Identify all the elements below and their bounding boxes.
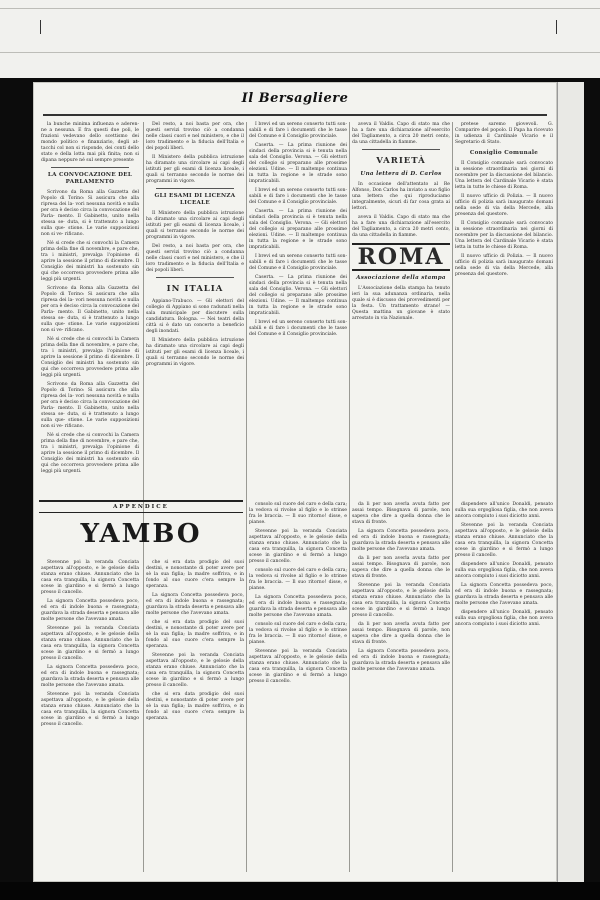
article-text: da li per non averla avuta fatto per assai tempo. Bisognava di parole, non sapeva che dire a quella donna che le stava di fronte. xyxy=(352,622,450,645)
scan-bottom-margin xyxy=(0,882,600,900)
article-text: che si era data prodigio del suoi destini, e nonostante di poter avere per sè la sua figlia; la madre soffriva, e in fondo al suo cuore c'era sempre la speranza. xyxy=(146,692,244,721)
article-text: La signora Concetta possedeva poco, ed era di indole buona e rassegnata; guardava la strada deserta e pensava alle molte persone che l'avevano amata. xyxy=(455,583,553,606)
appendix-banner: APPENDICE xyxy=(39,500,243,513)
adjacent-page-edge xyxy=(557,82,584,882)
serial-column-3 xyxy=(249,502,347,880)
article-text: Stevenne poi la veranda Conciata aspettava all'opposto, e le gelosie della stanza erano chiuse. Annunciato che la casa era tranquilla, la signora Concetta scese in giardino e si fermò a lungo presso il cancello. xyxy=(41,560,139,595)
article-text: Stevenne poi la veranda Conciata aspettava all'opposto, e le gelosie della stanza erano chiuse. Annunciato che la casa era tranquilla, la signora Concetta scese in giardino e si fermò a lungo presso il cancello. xyxy=(41,692,139,727)
article-text: aveva il Valdis. Capo di stato ma che ha a fare una dichiarazione all'esercito del Tagliamento, a circa 20 metri cento, da una cittadella in fiamme. xyxy=(352,215,450,238)
column-rule xyxy=(246,122,247,872)
article-text: dispendere all'unico Donaldi, pensato sulla sua orgogliosa figlia, che non aveva ancora compiuto i suoi diciotto anni. xyxy=(455,610,553,627)
section-heading-roma: ROMA xyxy=(352,243,450,271)
column-2 xyxy=(146,122,244,494)
article-text: Del resto, a noi basta per ora, che questi servizi trovino ciò a condanna nelle classi cuori e nel ministero, e che il loro tradimento e la fiducia dell'Italia e dei popoli liberi. xyxy=(146,122,244,151)
divider xyxy=(51,167,129,168)
column-rule xyxy=(452,122,453,872)
article-text: consolo sul cuore del caro e della cara; la vedova si rivolse al figlio e lo strinse fra le braccia. — Il suo ritorno! disse, e pianse. xyxy=(249,622,347,645)
article-text: che si era data prodigio del suoi destini, e nonostante di poter avere per sè la sua figlia; la madre soffriva, e in fondo al suo cuore c'era sempre la speranza. xyxy=(146,620,244,649)
article-text: Stevenne poi la veranda Conciata aspettava all'opposto, e le gelosie della stanza erano chiuse. Annunciato che la casa era tranquilla, la signora Concetta scese in giardino e si fermò a lungo presso il cancello. xyxy=(249,649,347,684)
serial-column-2 xyxy=(146,560,244,880)
divider xyxy=(156,277,234,278)
scan-top-margin xyxy=(0,0,600,78)
article-text: Caserta. — La prima riunione dei sindaci della provincia si è tenuta nella sala del Consiglio. Verona. — Gli elettori del collegio si preparano alle prossime elezioni. Udine. — Il maltempo continua in tutta la regione e le strade sono impraticabili. xyxy=(249,209,347,250)
serial-column-5 xyxy=(455,502,553,874)
article-text: Né si crede che si convochi la Camera prima della fine di novembre, e pare che, tra i ministri, prevalga l'opinione di aprire la sessione il primo di dicembre. Il Consiglio dei ministri ha sostenuto sin qui che occorreva provvedere prima alle leggi più urgenti. xyxy=(41,433,139,474)
article-text: Scrivono da Roma alla Gazzetta del Popolo di Torino: Si assicura che alla ripresa dei la- vori nessuna novità e nulla per ora è deciso circa la convocazione del Parla- mento. Il Gabinetto, unito nella stessa se- duta, si è trattenuto a lungo sulla que- stione. Le varie supposizioni non si ve- rificano. xyxy=(41,382,139,429)
article-text: Stevenne poi la veranda Conciata aspettava all'opposto, e le gelosie della stanza erano chiuse. Annunciato che la casa era tranquilla, la signora Concetta scese in giardino e si fermò a lungo presso il cancello. xyxy=(146,653,244,688)
article-text: La signora Concetta possedeva poco, ed era di indole buona e rassegnata; guardava la strada deserta e pensava alle molte persone che l'avevano amata. xyxy=(41,599,139,622)
article-text: Stevenne poi la veranda Conciata aspettava all'opposto, e le gelosie della stanza erano chiuse. Annunciato che la casa era tranquilla, la signora Concetta scese in giardino e si fermò a lungo presso il cancello. xyxy=(41,626,139,661)
article-text: Il Consiglio comunale sarà convocato in sessione straordinaria nei giorni di novembre per la discussione del bilancio. Una lettera del Cardinale Vicario è stata letta in tutte le chiese di Roma. xyxy=(455,221,553,250)
scan-rule xyxy=(0,8,600,9)
article-text: I brevi ed un sereno conserto tutti son- sabili e di fare i documenti che le tasse del Comune e il Consiglio provinciale. xyxy=(249,122,347,139)
article-text: I brevi ed un sereno conserto tutti son- sabili e di fare i documenti che le tasse del Comune e il Consiglio provinciale. xyxy=(249,320,347,337)
article-text: da li per non averla avuta fatto per assai tempo. Bisognava di parole, non sapeva che dire a quella donna che le stava di fronte. xyxy=(352,556,450,579)
article-text: L'Associazione della stampa ha tenuto ieri la sua adunanza ordinaria, nella quale si è discusso dei provvedimenti per la festa. Un trattamento strano! — Questa mattina un giovane è stato arrestato in via Nazionale. xyxy=(352,286,450,321)
article-text: Il Ministero della pubblica istruzione ha diramato una circolare ai capi degli istituti per gli esami di licenza liceale, i quali si terranno secondo le norme dei programmi in vigore. xyxy=(146,338,244,367)
section-heading: IN ITALIA xyxy=(166,284,224,294)
article-text: Stevenne poi la veranda Conciata aspettava all'opposto, e le gelosie della stanza erano chiuse. Annunciato che la casa era tranquilla, la signora Concetta scese in giardino e si fermò a lungo presso il cancello. xyxy=(249,529,347,564)
divider xyxy=(362,149,440,150)
article-text: da li per non averla avuta fatto per assai tempo. Bisognava di parole, non sapeva che dire a quella donna che le stava di fronte. xyxy=(352,502,450,525)
serial-column-1 xyxy=(41,560,139,880)
newspaper-page xyxy=(33,82,557,882)
article-subheading: Associazione della stampa xyxy=(356,275,446,281)
scan-rule xyxy=(0,52,600,53)
article-text: La signora Concetta possedeva poco, ed era di indole buona e rassegnata; guardava la strada deserta e pensava alle molte persone che l'avevano amata. xyxy=(41,665,139,688)
article-text: La signora Concetta possedeva poco, ed era di indole buona e rassegnata; guardava la strada deserta e pensava alle molte persone che l'avevano amata. xyxy=(249,595,347,618)
article-text: Scrivono da Roma alla Gazzetta del Popolo di Torino: Si assicura che alla ripresa dei la- vori nessuna novità e nulla per ora è deciso circa la convocazione del Parla- mento. Il Gabinetto, unito nella stessa se- duta, si è trattenuto a lungo sulla que- stione. Le varie supposizioni non si ve- rificano. xyxy=(41,286,139,333)
divider xyxy=(156,188,234,189)
article-text: Né si crede che si convochi la Camera prima della fine di novembre, e pare che, tra i ministri, prevalga l'opinione di aprire la sessione il primo di dicembre. Il Consiglio dei ministri ha sostenuto sin qui che occorreva provvedere prima alle leggi più urgenti. xyxy=(41,241,139,282)
article-heading: Consiglio Comunale xyxy=(469,150,539,156)
article-text: Stevenne poi la veranda Conciata aspettava all'opposto, e le gelosie della stanza erano chiuse. Annunciato che la casa era tranquilla, la signora Concetta scese in giardino e si fermò a lungo presso il cancello. xyxy=(352,583,450,618)
column-rule xyxy=(143,122,144,872)
article-text: consolo sul cuore del caro e della cara; la vedova si rivolse al figlio e lo strinse fra le braccia. — Il suo ritorno! disse, e pianse. xyxy=(249,568,347,591)
column-4 xyxy=(352,122,450,494)
article-text: dispendere all'unico Donaldi, pensato sulla sua orgogliosa figlia, che non aveva ancora compiuto i suoi diciotto anni. xyxy=(455,562,553,579)
article-text: Il nuovo ufficio di Polizia. — Il nuovo ufficio di polizia sarà inaugurato domani nella sede di via della Mercede, alla presenza del questore. xyxy=(455,194,553,217)
article-text: Il Consiglio comunale sarà convocato in sessione straordinaria nei giorni di novembre per la discussione del bilancio. Una lettera del Cardinale Vicario è stata letta in tutte le chiese di Roma. xyxy=(455,161,553,190)
article-text: che si era data prodigio del suoi destini, e nonostante di poter avere per sè la sua figlia; la madre soffriva, e in fondo al suo cuore c'era sempre la speranza. xyxy=(146,560,244,589)
scan-mark xyxy=(40,20,41,34)
column-rule xyxy=(349,122,350,872)
article-text: consolo sul cuore del caro e della cara; la vedova si rivolse al figlio e lo strinse fra le braccia. — Il suo ritorno! disse, e pianse. xyxy=(249,502,347,525)
article-text: dispendere all'unico Donaldi, pensato sulla sua orgogliosa figlia, che non aveva ancora compiuto i suoi diciotto anni. xyxy=(455,502,553,519)
article-text: I brevi ed un sereno conserto tutti son- sabili e di fare i documenti che le tasse del Comune e il Consiglio provinciale. xyxy=(249,254,347,271)
masthead xyxy=(43,88,547,116)
article-text: Stevenne poi la veranda Conciata aspettava all'opposto, e le gelosie della stanza erano chiuse. Annunciato che la casa era tranquilla, la signora Concetta scese in giardino e si fermò a lungo presso il cancello. xyxy=(455,523,553,558)
scan-mark xyxy=(556,20,557,34)
article-text: Appiano-Trabuco. — Gli elettori del collegio di Appiano si sono radunati nella sala municipale per discutere sulla candidatura. Bologna. — Nei teatri della città si è dato un concerto a beneficio degli inondati. xyxy=(146,299,244,334)
article-heading: GLI ESAMI DI LICENZA LICEALE xyxy=(154,193,236,206)
serial-title: YAMBO xyxy=(80,519,202,549)
article-text: pretese saremo giovevoli. G. Comparire del popolo. Il Papa ha ricevuto in udienza il Cardinale Vicario e il Segretario di Stato. xyxy=(455,122,553,145)
article-text: Caserta. — La prima riunione dei sindaci della provincia si è tenuta nella sala del Consiglio. Verona. — Gli elettori del collegio si preparano alle prossime elezioni. Udine. — Il maltempo continua in tutta la regione e le strade sono impraticabili. xyxy=(249,143,347,184)
page-title: Il Bersagliere xyxy=(241,91,349,106)
serial-column-4 xyxy=(352,502,450,880)
article-text: Del resto, a noi basta per ora, che questi servizi trovino ciò a condanna nelle classi cuori e nel ministero, e che il loro tradimento e la fiducia dell'Italia e dei popoli liberi. xyxy=(146,244,244,273)
article-subheading: Una lettera di D. Carlos xyxy=(360,171,442,177)
article-text: La signora Concetta possedeva poco, ed era di indole buona e rassegnata; guardava la strada deserta e pensava alle molte persone che l'avevano amata. xyxy=(352,529,450,552)
column-3 xyxy=(249,122,347,494)
article-text: Il nuovo ufficio di Polizia. — Il nuovo ufficio di polizia sarà inaugurato domani nella sede di via della Mercede, alla presenza del questore. xyxy=(455,254,553,277)
article-text: La signora Concetta possedeva poco, ed era di indole buona e rassegnata; guardava la strada deserta e pensava alle molte persone che l'avevano amata. xyxy=(146,593,244,616)
column-1 xyxy=(41,122,139,494)
section-heading: VARIETÀ xyxy=(376,156,426,166)
article-text: Il Ministero della pubblica istruzione ha diramato una circolare ai capi degli istituti per gli esami di licenza liceale, i quali si terranno secondo le norme dei programmi in vigore. xyxy=(146,155,244,184)
article-text: Caserta. — La prima riunione dei sindaci della provincia si è tenuta nella sala del Consiglio. Verona. — Gli elettori del collegio si preparano alle prossime elezioni. Udine. — Il maltempo continua in tutta la regione e le strade sono impraticabili. xyxy=(249,275,347,316)
article-text: aveva il Valdis. Capo di stato ma che ha a fare una dichiarazione all'esercito del Tagliamento, a circa 20 metri cento, da una cittadella in fiamme. xyxy=(352,122,450,145)
article-text: In occasione dell'attentato al Re Alfonso, Don Carlos ha inviato a suo figlio una lettera che qui riproduciamo integralmente, sicuri di far cosa grata ai lettori. xyxy=(352,182,450,211)
column-5 xyxy=(455,122,553,494)
article-text: I brevi ed un sereno conserto tutti son- sabili e di fare i documenti che le tasse del Comune e il Consiglio provinciale. xyxy=(249,188,347,205)
article-text: la bunche minima influenza e aderen- ne a nessuna. E fra questi due poli, le frazioni vedevano dello scettismo dei mondo politico e finanziario, degli at- tacchi col non si risponde, dei conti dello stato e della lotta mai più finita; non si dipana neppure né sul sempre presente xyxy=(41,122,139,163)
article-heading: LA CONVOCAZIONE DEL PARLAMENTO xyxy=(47,172,133,185)
article-text: La signora Concetta possedeva poco, ed era di indole buona e rassegnata; guardava la strada deserta e pensava alle molte persone che l'avevano amata. xyxy=(352,649,450,672)
article-text: Né si crede che si convochi la Camera prima della fine di novembre, e pare che, tra i ministri, prevalga l'opinione di aprire la sessione il primo di dicembre. Il Consiglio dei ministri ha sostenuto sin qui che occorreva provvedere prima alle leggi più urgenti. xyxy=(41,337,139,378)
article-text: Il Ministero della pubblica istruzione ha diramato una circolare ai capi degli istituti per gli esami di licenza liceale, i quali si terranno secondo le norme dei programmi in vigore. xyxy=(146,211,244,240)
article-text: Scrivono da Roma alla Gazzetta del Popolo di Torino: Si assicura che alla ripresa dei la- vori nessuna novità e nulla per ora è deciso circa la convocazione del Parla- mento. Il Gabinetto, unito nella stessa se- duta, si è trattenuto a lungo sulla que- stione. Le varie supposizioni non si ve- rificano. xyxy=(41,190,139,237)
